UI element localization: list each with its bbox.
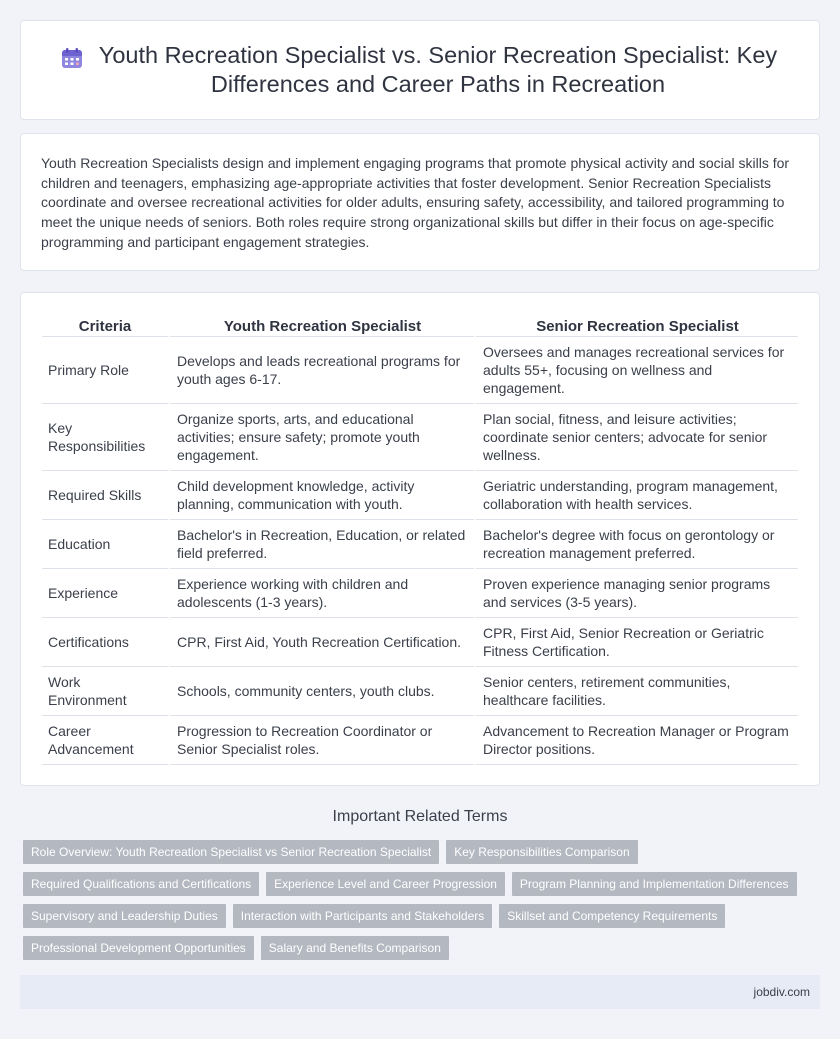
tag-row [23,840,823,864]
table-cell-criteria: Work Environment [42,667,168,716]
table-row [42,520,798,569]
table-cell-senior: Senior centers, retirement communities, healthcare facilities. [474,667,798,716]
footer [20,975,820,1009]
title-card [20,20,820,120]
header-senior: Senior Recreation Specialist [474,313,798,337]
table-row [42,569,798,618]
table-row [42,618,798,667]
table-row [42,471,798,520]
comparison-table [42,313,798,765]
calendar-icon [61,47,83,69]
table-cell-youth: Bachelor's in Recreation, Education, or related field preferred. [168,520,474,569]
intro-card [20,133,820,271]
footer-site-link[interactable]: jobdiv.com [753,985,810,999]
related-terms [23,840,823,968]
term-tag[interactable]: Program Planning and Implementation Differences [512,872,797,896]
term-tag[interactable]: Professional Development Opportunities [23,936,254,960]
table-cell-senior: Proven experience managing senior programs and services (3-5 years). [474,569,798,618]
table-row [42,337,798,404]
table-cell-criteria: Education [42,520,168,569]
table-cell-criteria: Primary Role [42,337,168,404]
header-criteria: Criteria [42,313,168,337]
term-tag[interactable]: Skillset and Competency Requirements [499,904,725,928]
term-tag[interactable]: Experience Level and Career Progression [266,872,505,896]
table-cell-youth: Child development knowledge, activity planning, communication with youth. [168,471,474,520]
table-cell-criteria: Career Advancement [42,716,168,765]
tag-row [23,872,823,896]
page-title: Youth Recreation Specialist vs. Senior Recreation Specialist: Key Differences and Career Paths in Recreation [98,42,778,97]
table-cell-senior: Advancement to Recreation Manager or Program Director positions. [474,716,798,765]
table-cell-senior: Geriatric understanding, program management, collaboration with health services. [474,471,798,520]
tag-row [23,904,823,928]
header-youth: Youth Recreation Specialist [168,313,474,337]
table-cell-youth: Organize sports, arts, and educational activities; ensure safety; promote youth engagement. [168,404,474,471]
related-terms-title: Important Related Terms [332,808,508,825]
table-cell-criteria: Required Skills [42,471,168,520]
term-tag[interactable]: Required Qualifications and Certifications [23,872,259,896]
table-cell-criteria: Key Responsibilities [42,404,168,471]
table-cell-youth: Schools, community centers, youth clubs. [168,667,474,716]
table-cell-senior: Oversees and manages recreational services for adults 55+, focusing on wellness and engagement. [474,337,798,404]
table-row [42,404,798,471]
table-cell-youth: Experience working with children and adolescents (1-3 years). [168,569,474,618]
table-cell-criteria: Experience [42,569,168,618]
term-tag[interactable]: Supervisory and Leadership Duties [23,904,226,928]
comparison-table-card [20,292,820,786]
intro-text: Youth Recreation Specialists design and implement engaging programs that promote physical activity and social skills for children and teenagers, emphasizing age-appropriate activities that foster development. Senior Recreation Specialists coordinate and oversee recreational activities for older adults, ensuring safety, accessibility, and tailored programming to meet the unique needs of seniors. Both roles require strong organizational skills but differ in their focus on age-specific programming and participant engagement strategies. [41,155,790,250]
table-cell-senior: Bachelor's degree with focus on gerontology or recreation management preferred. [474,520,798,569]
term-tag[interactable]: Interaction with Participants and Stakeholders [233,904,492,928]
tag-row [23,936,823,960]
table-row [42,667,798,716]
term-tag[interactable]: Salary and Benefits Comparison [261,936,449,960]
table-cell-senior: Plan social, fitness, and leisure activities; coordinate senior centers; advocate for senior wellness. [474,404,798,471]
table-cell-youth: Develops and leads recreational programs for youth ages 6-17. [168,337,474,404]
table-cell-senior: CPR, First Aid, Senior Recreation or Geriatric Fitness Certification. [474,618,798,667]
table-row [42,716,798,765]
table-cell-youth: CPR, First Aid, Youth Recreation Certification. [168,618,474,667]
table-cell-criteria: Certifications [42,618,168,667]
table-header-row [42,313,798,337]
term-tag[interactable]: Role Overview: Youth Recreation Specialist vs Senior Recreation Specialist [23,840,439,864]
term-tag[interactable]: Key Responsibilities Comparison [446,840,637,864]
table-cell-youth: Progression to Recreation Coordinator or Senior Specialist roles. [168,716,474,765]
